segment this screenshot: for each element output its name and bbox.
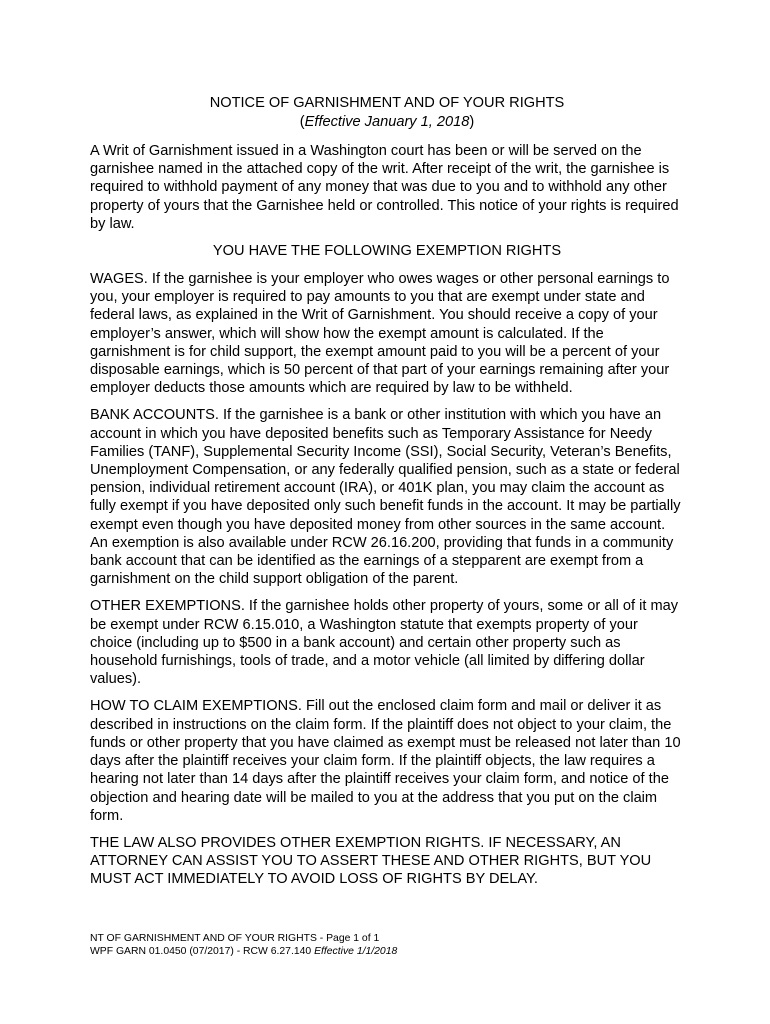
intro-paragraph: A Writ of Garnishment issued in a Washington court has been or will be served on the garnishee named in the attached copy of the writ. After receipt of the writ, the garnishee is required to withhold payment of any money that was due to you and to withhold any other property of yours that the Garnishee held or controlled. This notice of your rights is required by law. [90,143,679,232]
other-exemptions-paragraph: OTHER EXEMPTIONS. If the garnishee holds other property of yours, some or all of it may be exempt under RCW 6.15.010, a Washington statute that exempts property of your choice (including up to $500 in a bank account) and certain other property such as household furnishings, tools of trade, and a motor vehicle (all limited by differing dollar values). [90,598,679,688]
law-provides-paragraph: THE LAW ALSO PROVIDES OTHER EXEMPTION RIGHTS. IF NECESSARY, AN ATTORNEY CAN ASSIST YOU TO ASSERT THESE AND OTHER RIGHTS, BUT YOU MUST ACT IMMEDIATELY TO AVOID LOSS OF RIGHTS BY DELAY. [90,834,652,888]
effective-date-text: Effective January 1, 2018 [304,114,470,130]
footer-line-2 [90,945,397,958]
effective-close-paren: ) [469,114,475,130]
footer-form-id: WPF GARN 01.0450 (07/2017) - RCW 6.27.140 [90,946,315,957]
footer-line-1: NT OF GARNISHMENT AND OF YOUR RIGHTS - Page 1 of 1 [90,933,380,944]
notice-title: NOTICE OF GARNISHMENT AND OF YOUR RIGHTS [209,95,565,111]
how-to-claim-paragraph: HOW TO CLAIM EXEMPTIONS. Fill out the enclosed claim form and mail or deliver it as described in instructions on the claim form. If the plaintiff does not object to your claim, the funds or other property that you have claimed as exempt must be released not later than 10 days after the plaintiff receives your claim form. If the plaintiff objects, the law requires a hearing not later than 14 days after the plaintiff receives your claim form, and notice of the objection and hearing date will be mailed to you at the address that you put on the claim form. [90,698,681,824]
document-body [90,94,684,898]
effective-date [90,113,684,132]
page-footer [90,932,397,958]
bank-accounts-paragraph: BANK ACCOUNTS. If the garnishee is a bank or other institution with which you have an account in which you have deposited benefits such as Temporary Assistance for Needy Families (TANF), Supplemental Security Income (SSI), Social Security, Veteran’s Benefits, Unemployment Compensation, or any federally qualified pension, such as a state or federal pension, individual retirement account (IRA), or 401K plan, you may claim the account as fully exempt if you have deposited only such benefit funds in the account. It may be partially exempt even though you have deposited money from other sources in the same account. An exemption is also available under RCW 26.16.200, providing that funds in a community bank account that can be identified as the earnings of a stepparent are exempt from a garnishment on the child support obligation of the parent. [90,407,681,588]
exemption-rights-heading: YOU HAVE THE FOLLOWING EXEMPTION RIGHTS [212,243,562,260]
footer-effective: Effective 1/1/2018 [314,946,398,957]
wages-paragraph: WAGES. If the garnishee is your employer who owes wages or other personal earnings to you, your employer is required to pay amounts to you that are exempt under state and federal laws, as explained in the Writ of Garnishment. You should receive a copy of your employer’s answer, which will show how the exempt amount is calculated. If the garnishment is for child support, the exempt amount paid to you will be a percent of your disposable earnings, which is 50 percent of that part of your earnings remaining after your employer deducts those amounts which are required by law to be withheld. [90,271,670,397]
effective-open-paren: ( [299,114,305,130]
